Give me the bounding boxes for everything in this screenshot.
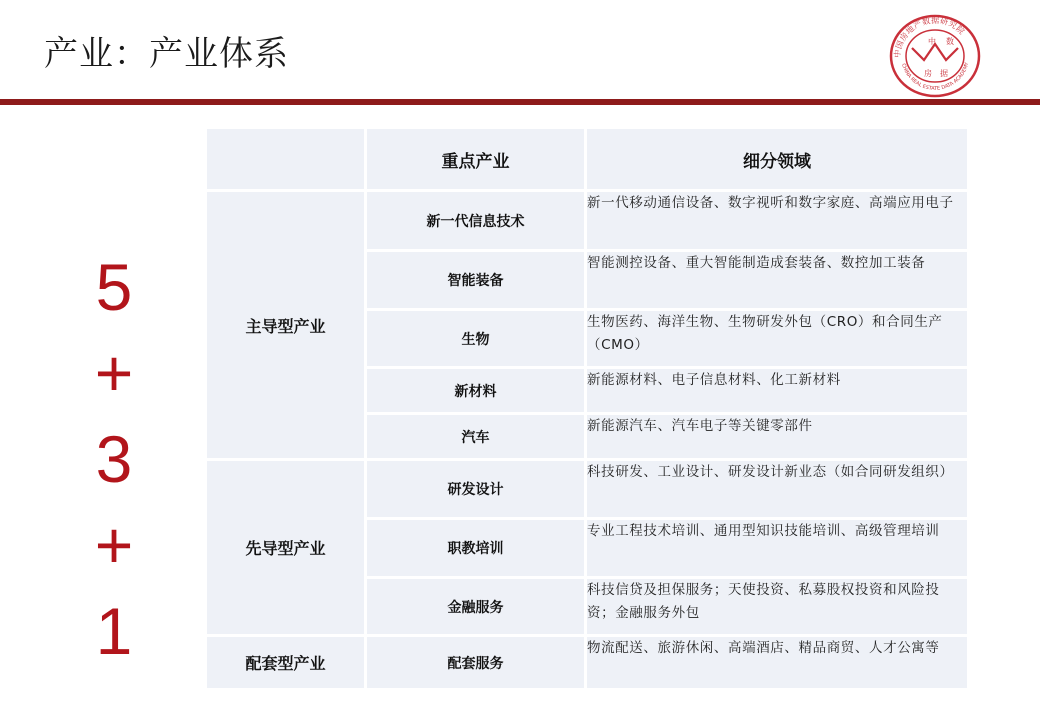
industry-cell: 智能装备 (366, 251, 586, 310)
category-supporting: 配套型产业 (206, 636, 366, 690)
detail-cell: 科技研发、工业设计、研发设计新业态（如合同研发组织） (586, 460, 969, 519)
detail-cell: 新一代移动通信设备、数字视听和数字家庭、高端应用电子 (586, 191, 969, 251)
category-pioneer: 先导型产业 (206, 460, 366, 636)
detail-cell: 科技信贷及担保服务；天使投资、私募股权投资和风险投资；金融服务外包 (586, 578, 969, 636)
formula-plus: + (94, 508, 134, 582)
detail-cell: 生物医药、海洋生物、生物研发外包（CRO）和合同生产（CMO） (586, 310, 969, 368)
seal-char: 据 (940, 69, 948, 78)
seal-char: 中 (928, 37, 936, 46)
formula-plus: + (94, 336, 134, 410)
seal-char: 数 (946, 37, 954, 46)
industry-system-table (204, 126, 970, 691)
header-key-industry: 重点产业 (366, 128, 586, 191)
title-divider (0, 99, 1040, 105)
table-row (206, 191, 969, 251)
industry-cell: 生物 (366, 310, 586, 368)
industry-cell: 研发设计 (366, 460, 586, 519)
industry-cell: 汽车 (366, 414, 586, 460)
formula-digit: 3 (95, 422, 133, 496)
formula-5-3-1 (74, 244, 154, 674)
seal-logo-icon (888, 14, 982, 98)
formula-digit: 5 (95, 250, 133, 324)
table-header-row (206, 128, 969, 191)
seal-top-text: 中国房地产数据研究院 (892, 15, 967, 59)
detail-cell: 智能测控设备、重大智能制造成套装备、数控加工装备 (586, 251, 969, 310)
page-title: 产业：产业体系 (44, 34, 289, 74)
seal-bottom-text: CHINA REAL ESTATE DATA ACADEMY (900, 61, 971, 92)
industry-cell: 新材料 (366, 368, 586, 414)
industry-cell: 新一代信息技术 (366, 191, 586, 251)
table-row (206, 460, 969, 519)
seal-char: 房 (924, 69, 932, 78)
formula-digit: 1 (95, 594, 133, 668)
industry-cell: 金融服务 (366, 578, 586, 636)
detail-cell: 专业工程技术培训、通用型知识技能培训、高级管理培训 (586, 519, 969, 578)
table-row (206, 636, 969, 690)
detail-cell: 新能源汽车、汽车电子等关键零部件 (586, 414, 969, 460)
header-subfield: 细分领域 (586, 128, 969, 191)
svg-text:CHINA REAL ESTATE DATA ACADEMY (900, 61, 970, 92)
category-leading: 主导型产业 (206, 191, 366, 460)
detail-cell: 新能源材料、电子信息材料、化工新材料 (586, 368, 969, 414)
industry-cell: 配套服务 (366, 636, 586, 690)
industry-cell: 职教培训 (366, 519, 586, 578)
header-category (206, 128, 366, 191)
detail-cell: 物流配送、旅游休闲、高端酒店、精品商贸、人才公寓等 (586, 636, 969, 690)
